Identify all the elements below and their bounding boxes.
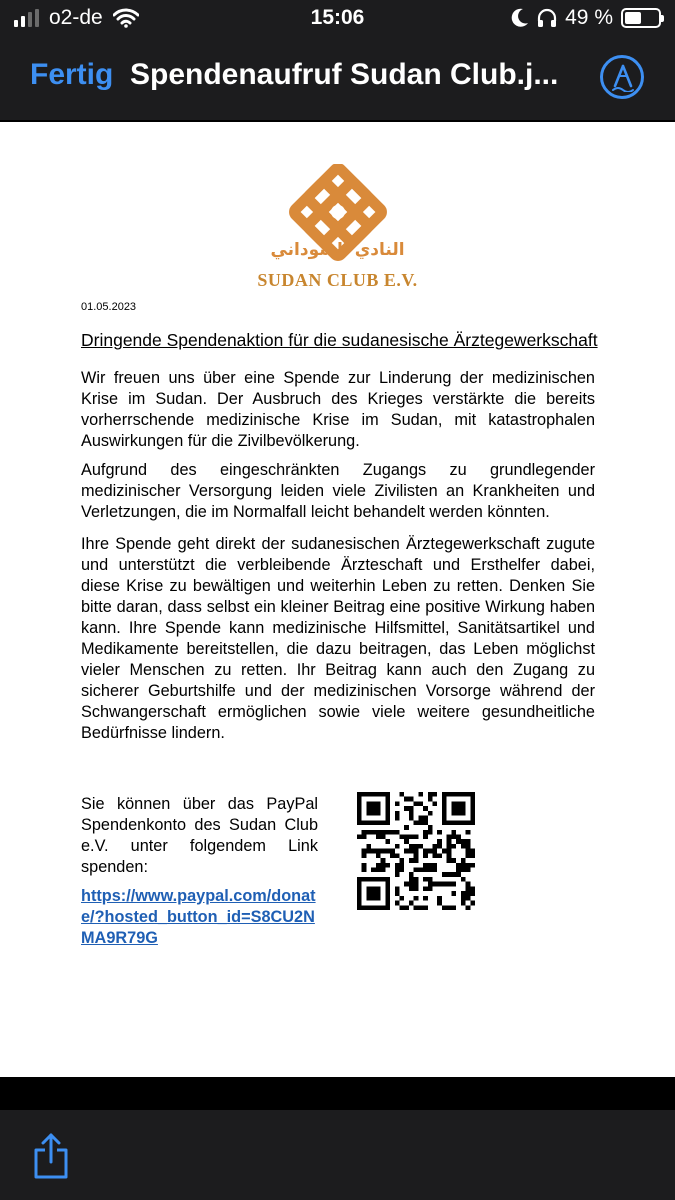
paragraph: Ihre Spende geht direkt der sudanesischen Ärztegewerkschaft zugute und unterstützt die verbleibende Ärzteschaft und Ersthelfer dabei, diese Krise zu bewältigen und weiterhin Leben zu retten. Denken Sie bitte daran, dass selbst ein kleiner Beitrag eine positive Wirkung haben kann. Ihre Spende kann medizinische Hilfsmittel, Sanitätsartikel und Medikamente bereitstellen, die dazu beitragen, das Leben möglichst vieler Menschen zu retten. Ihr Beitrag kann auch den Zugang zu sicherer Geburtshilfe und der medizinischen Vorsorge während der Schwangerschaft ermöglichen sowie viele weitere gesundheitliche Bedürfnisse lindern. <box>81 535 595 742</box>
battery-icon <box>621 8 661 28</box>
paragraph: Wir freuen uns über eine Spende zur Linderung der medizinischen Krise im Sudan. Der Ausbruch des Krieges verstärkte die bereits vorherrschende medizinische Krise im Sudan, mit katastrophalen Auswirkungen für die Zivilbevölkerung. <box>81 369 595 450</box>
paypal-donate-link[interactable]: https://www.paypal.com/donate/?hosted_button_id=S8CU2NMA9R79G <box>81 887 316 947</box>
logo-arabic-text: النادي السوداني <box>270 240 405 260</box>
document-title: Spendenaufruf Sudan Club.j... <box>130 58 559 91</box>
status-bar <box>0 0 675 40</box>
bottom-toolbar <box>0 1110 675 1200</box>
document-date: 01.05.2023 <box>81 301 137 313</box>
donate-instructions: Sie können über das PayPal Spendenkonto des Sudan Club e.V. unter folgendem Link spenden: <box>81 795 318 876</box>
navigation-bar <box>0 40 675 120</box>
share-icon[interactable] <box>32 1132 70 1180</box>
battery-fill <box>625 12 641 24</box>
document-page <box>0 122 675 1077</box>
carrier-label: o2-de <box>49 6 103 29</box>
logo-latin-text: SUDAN CLUB E.V. <box>257 270 418 290</box>
headphones-icon <box>537 8 557 28</box>
paragraph: Aufgrund des eingeschränkten Zugangs zu grundlegender medizinischer Versorgung leiden viele Zivilisten an Krankheiten und Verletzungen, die im Normalfall leicht behandelt werden könnten. <box>81 461 595 521</box>
battery-percentage: 49 % <box>565 6 613 29</box>
markup-pen-icon <box>611 64 635 92</box>
done-button[interactable]: Fertig <box>30 58 114 91</box>
markup-button[interactable] <box>600 55 644 99</box>
document-heading: Dringende Spendenaktion für die sudanesische Ärztegewerkschaft <box>81 330 598 350</box>
do-not-disturb-moon-icon <box>511 8 529 28</box>
clock: 15:06 <box>310 6 365 29</box>
status-right <box>511 6 661 30</box>
qr-code-icon <box>357 792 475 910</box>
